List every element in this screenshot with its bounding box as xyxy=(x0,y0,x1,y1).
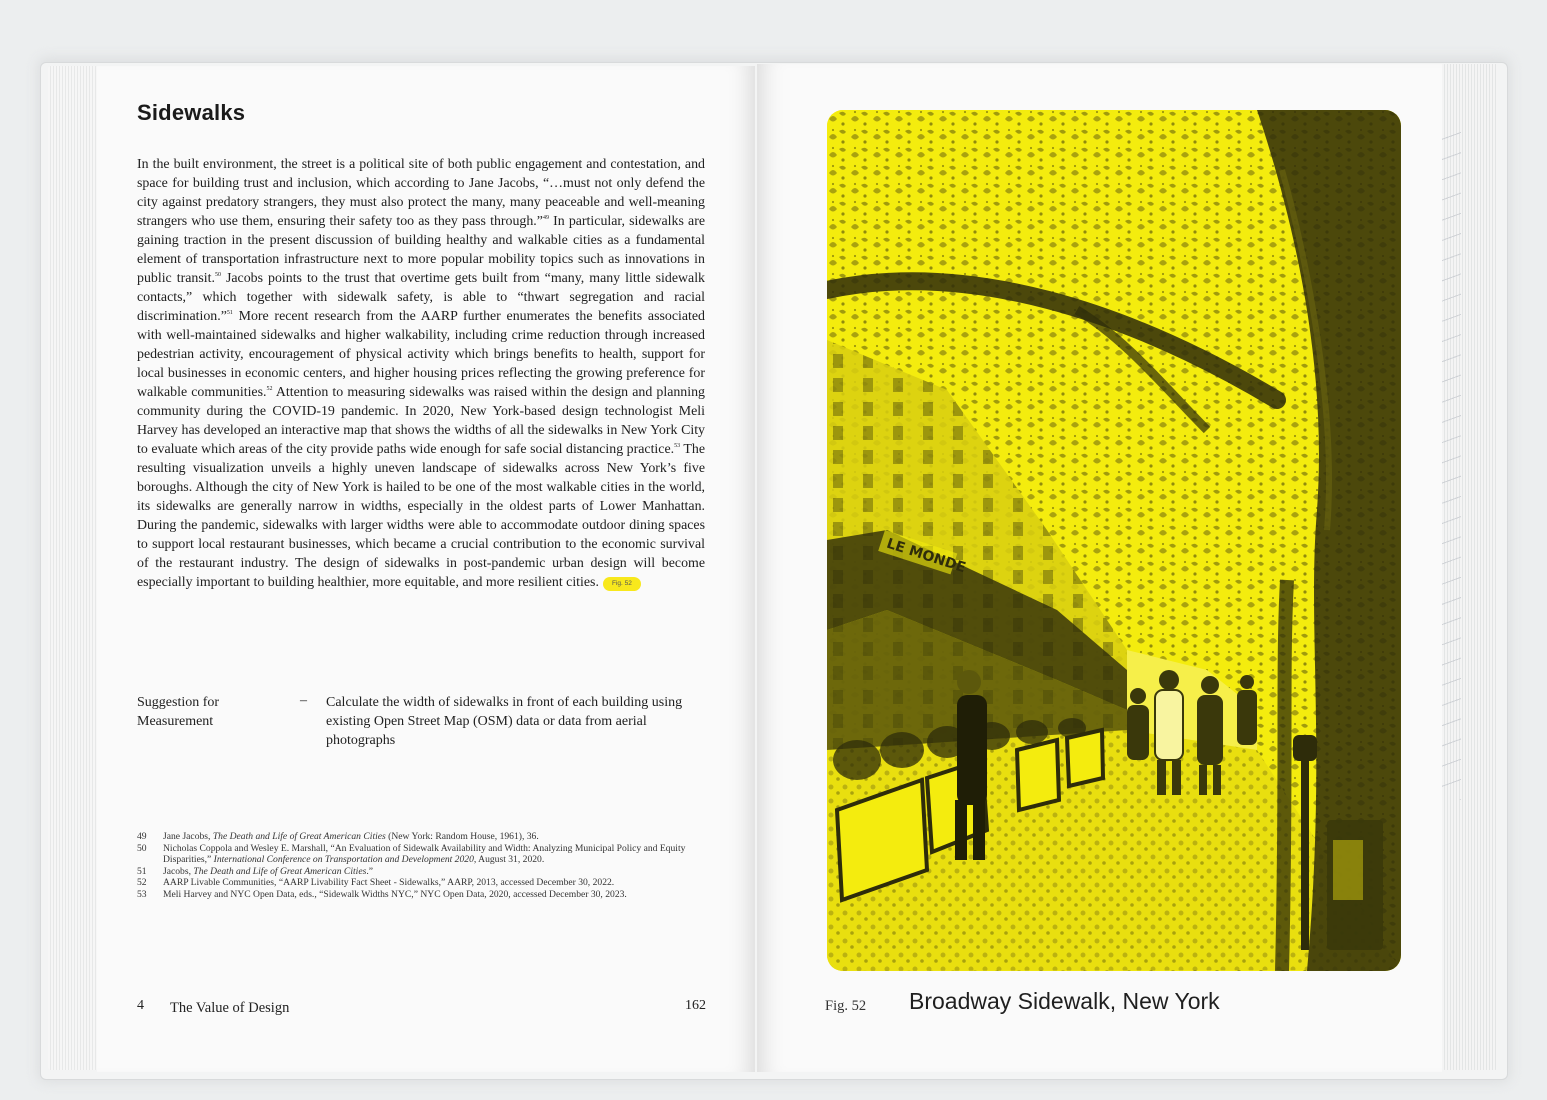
footnote-title: International Conference on Transportation and Development 2020 xyxy=(213,854,474,866)
footnote-text: AARP Livable Communities, “AARP Livability Fact Sheet - Sidewalks,” AARP, 2013, accessed December 30, 2022. xyxy=(163,877,615,889)
footnote-ref[interactable]: 49 xyxy=(542,215,549,221)
suggestion-label xyxy=(137,693,247,731)
footnote-ref[interactable]: 53 xyxy=(674,443,681,449)
page-edges-left xyxy=(48,66,98,1070)
suggestion-dash: – xyxy=(300,693,307,708)
body-sentence: In the built environment, the street is a political site of both public engagement and contestation, and space for building trust and inclusion, which according to Jane Jacobs, “…must not only defend the city against predatory strangers, they must also protect the many, many peaceable and well-meaning strangers who use them, ensuring their safety too as they pass through.” xyxy=(137,157,705,229)
left-page xyxy=(97,66,755,1072)
body-text xyxy=(137,155,705,592)
body-sentence: Jacobs points to the trust that overtime gets built from “many, many little sidewalk contacts,” which together with sidewalk safety, is able to “thwart segregation and racial discrimination.” xyxy=(137,271,705,324)
footnotes-list xyxy=(137,831,697,901)
body-sentence: More recent research from the AARP further enumerates the benefits associated with well-maintained sidewalks and higher walkability, including crime reduction through increased pedestrian activity, encouragement of physical activity which brings benefits to health, support for local businesses in economic centers, and higher housing prices reflecting the growing preference for walkable communities. xyxy=(137,309,705,400)
footnote-text: Jacobs, xyxy=(163,865,194,877)
footnote-item xyxy=(137,877,697,889)
footnote-text: Jane Jacobs, xyxy=(163,831,213,842)
footnote-item xyxy=(137,866,697,878)
footnote-text: (New York: Random House, 1961), 36. xyxy=(385,831,539,842)
figure-label: Fig. 52 xyxy=(825,998,867,1014)
figure-reference-tag[interactable]: Fig. 52 xyxy=(603,577,641,591)
suggestion-label-line1: Suggestion for xyxy=(137,695,220,710)
footnote-title: The Death and Life of Great American Cities xyxy=(212,831,386,842)
footnote-ref[interactable]: 51 xyxy=(226,310,233,316)
footnote-number: 52 xyxy=(137,877,147,889)
shop-sign-text: LE MONDE xyxy=(884,535,968,577)
body-sentence: The resulting visualization unveils a highly uneven landscape of sidewalks across New York’s five boroughs. Although the city of New York is hailed to be one of the most walkable cities in the world, its sidewalks are generally narrow in widths, especially in the oldest parts of Lower Manhattan. During the pandemic, sidewalks with larger widths were able to accommodate outdoor dining spaces to support local restaurant businesses, which became a crucial contribution to the economic survival of the restaurant industry. The design of sidewalks in post-pandemic urban design will become especially important to building healthier, more equitable, and more resilient cities. xyxy=(137,442,705,590)
sidewalk-photo-illustration xyxy=(827,110,1401,971)
footnote-number: 49 xyxy=(137,831,147,842)
footnote-number: 53 xyxy=(137,888,147,900)
running-title: The Value of Design xyxy=(170,1000,290,1016)
footnote-item xyxy=(137,831,697,843)
show-through-map xyxy=(1440,120,1461,800)
chapter-number: 4 xyxy=(137,998,144,1013)
figure-caption-title: Broadway Sidewalk, New York xyxy=(909,988,1220,1014)
footnote-number: 51 xyxy=(137,865,147,877)
sidewalk-photo xyxy=(827,110,1401,971)
suggestion-label-line2: Measurement xyxy=(137,714,214,729)
footnote-text: .” xyxy=(366,865,373,877)
suggestion-text: Calculate the width of sidewalks in front of each building using existing Open Street Map (OSM) data or data from aerial photographs xyxy=(326,695,683,748)
footnote-title: The Death and Life of Great American Cities xyxy=(193,865,367,877)
footnote-ref[interactable]: 52 xyxy=(266,386,273,392)
right-page xyxy=(757,64,1442,1072)
footnote-text: Nicholas Coppola and Wesley E. Marshall, “An Evaluation of Sidewalk Availability and Width: Analyzing Municipal Policy and Equity Disparities,” xyxy=(163,842,686,866)
footnote-text: , August 31, 2020. xyxy=(473,854,545,866)
footnote-ref[interactable]: 50 xyxy=(214,272,221,278)
section-heading: Sidewalks xyxy=(137,100,246,125)
body-sentence: In particular, sidewalks are gaining traction in the present discussion of building healthy and walkable cities as a fundamental element of transportation infrastructure next to more popular mobility topics such as innovations in public transit. xyxy=(137,214,705,286)
footnote-item xyxy=(137,889,697,901)
footnote-number: 50 xyxy=(137,842,147,854)
page-number: 162 xyxy=(685,998,706,1013)
body-sentence: Attention to measuring sidewalks was raised within the design and planning community during the COVID-19 pandemic. In 2020, New York-based design technologist Meli Harvey has developed an interactive map that shows the widths of all the sidewalks in New York City to evaluate which areas of the city provide paths wide enough for safe social distancing practice. xyxy=(137,385,705,457)
footnote-text: Meli Harvey and NYC Open Data, eds., “Sidewalk Widths NYC,” NYC Open Data, 2020, accessed December 30, 2023. xyxy=(163,888,627,900)
footnote-item xyxy=(137,843,697,866)
